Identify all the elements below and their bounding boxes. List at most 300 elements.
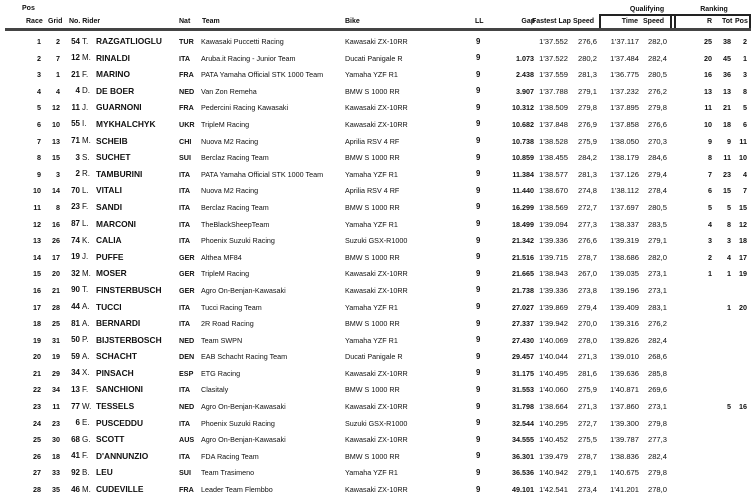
speed: 278,0 <box>577 335 597 345</box>
race-position: 18 <box>33 319 41 329</box>
rider-nationality: ITA <box>179 319 191 329</box>
rider-initial: T. <box>82 36 89 46</box>
qualifying-speed: 269,6 <box>647 385 667 395</box>
qualifying-speed: 283,5 <box>647 219 667 229</box>
rider-name: TESSELS <box>96 401 135 412</box>
rider-name: BERNARDI <box>96 318 141 329</box>
qualifying-time: 1'37.697 <box>610 202 639 212</box>
rider-nationality: ITA <box>179 302 191 312</box>
grid-position: 14 <box>52 186 60 196</box>
race-position: 7 <box>37 136 41 146</box>
ranking-position: 7 <box>743 186 747 196</box>
table-row <box>0 218 756 235</box>
ranking-position: 17 <box>739 252 747 262</box>
speed: 279,8 <box>577 103 597 113</box>
ranking-race-points: 10 <box>704 119 712 129</box>
header-gap: Gap <box>521 18 535 25</box>
grid-position: 16 <box>52 219 60 229</box>
laps-led: 9 <box>476 152 481 162</box>
rider-initial: L. <box>82 185 89 195</box>
rider-name: SCHACHT <box>96 351 137 362</box>
rider-number: 32 <box>71 268 80 278</box>
rider-number: 13 <box>71 384 80 394</box>
bike-model: BMW S 1000 RR <box>345 451 400 461</box>
team-name: TheBlackSheepTeam <box>201 219 270 229</box>
speed: 273,4 <box>577 485 597 495</box>
rider-name: RINALDI <box>96 52 130 63</box>
qualifying-time: 1'39.300 <box>610 418 639 428</box>
rider-nationality: ITA <box>179 53 191 63</box>
rider-initial: G. <box>82 434 91 444</box>
laps-led: 9 <box>476 202 481 212</box>
race-position: 6 <box>37 119 41 129</box>
rider-initial: D. <box>82 86 90 96</box>
gap: 3.907 <box>516 86 534 96</box>
rider-initial: R. <box>82 169 90 179</box>
team-name: Tucci Racing Team <box>201 302 262 312</box>
team-name: TripleM Racing <box>201 119 250 129</box>
rider-number: 59 <box>71 351 80 361</box>
qualifying-time: 1'41.201 <box>610 485 639 495</box>
team-name: PATA Yamaha Official STK 1000 Team <box>201 169 324 179</box>
speed: 275,5 <box>577 435 597 445</box>
rider-name: PINSACH <box>96 367 134 378</box>
qualifying-speed: 276,2 <box>647 319 667 329</box>
grid-position: 12 <box>52 103 60 113</box>
qualifying-time: 1'38.050 <box>610 136 639 146</box>
qualifying-speed: 284,6 <box>647 153 667 163</box>
rider-number: 2 <box>75 169 80 179</box>
table-row <box>0 201 756 218</box>
ranking-total-points: 5 <box>727 402 731 412</box>
bike-model: Yamaha YZF R1 <box>345 219 398 229</box>
rider-nationality: NED <box>179 335 195 345</box>
fastest-lap: 1'40.295 <box>539 418 568 428</box>
header-ll: LL <box>475 18 484 25</box>
qualifying-time: 1'40.871 <box>610 385 639 395</box>
laps-led: 9 <box>476 86 481 96</box>
laps-led: 9 <box>476 467 481 477</box>
qualifying-speed: 285,8 <box>647 368 667 378</box>
race-position: 20 <box>33 352 41 362</box>
team-name: Agro On-Benjan-Kawasaki <box>201 402 286 412</box>
speed: 270,0 <box>577 319 597 329</box>
fastest-lap: 1'40.495 <box>539 368 568 378</box>
laps-led: 9 <box>476 401 481 411</box>
speed: 284,2 <box>577 153 597 163</box>
bike-model: Suzuki GSX-R1000 <box>345 236 408 246</box>
qualifying-time: 1'39.316 <box>610 319 639 329</box>
rider-name: SCOTT <box>96 434 125 445</box>
laps-led: 9 <box>476 351 481 361</box>
rider-number: 71 <box>71 136 80 146</box>
ranking-total-points: 1 <box>727 269 731 279</box>
fastest-lap: 1'39.094 <box>539 219 568 229</box>
header-rank-r: R <box>706 18 712 25</box>
header-no-rider: No. Rider <box>69 18 101 25</box>
qualifying-time: 1'37.860 <box>610 402 639 412</box>
table-row <box>0 135 756 152</box>
qualifying-speed: 279,8 <box>647 418 667 428</box>
header-divider <box>5 28 751 31</box>
qualifying-time: 1'38.686 <box>610 252 639 262</box>
race-position: 2 <box>37 53 41 63</box>
grid-position: 34 <box>52 385 60 395</box>
laps-led: 9 <box>476 53 481 63</box>
bike-model: Suzuki GSX-R1000 <box>345 418 408 428</box>
qualifying-time: 1'39.636 <box>610 368 639 378</box>
gap: 27.027 <box>512 302 534 312</box>
laps-led: 9 <box>476 302 481 311</box>
ranking-position: 6 <box>743 119 747 129</box>
rider-nationality: GER <box>179 252 195 262</box>
speed: 275,9 <box>577 385 597 395</box>
laps-led: 9 <box>476 434 481 444</box>
rider-name: SANCHIONI <box>96 384 143 395</box>
qualifying-speed: 282,4 <box>647 451 667 461</box>
qualifying-time: 1'37.232 <box>610 86 639 96</box>
speed: 271,3 <box>577 352 597 362</box>
grid-position: 26 <box>52 236 60 246</box>
fastest-lap: 1'39.336 <box>539 236 568 246</box>
grid-position: 15 <box>52 153 60 163</box>
table-row <box>0 35 756 52</box>
bike-model: Kawasaki ZX-10RR <box>345 269 408 279</box>
fastest-lap: 1'39.869 <box>539 302 568 312</box>
race-position: 1 <box>37 37 41 46</box>
qualifying-time: 1'40.675 <box>610 468 639 478</box>
speed: 280,2 <box>577 53 597 63</box>
table-row <box>0 400 756 417</box>
table-row <box>0 168 756 185</box>
rider-initial: M. <box>82 53 91 63</box>
ranking-race-points: 9 <box>708 136 712 146</box>
fastest-lap: 1'38.670 <box>539 186 568 196</box>
race-position: 16 <box>33 285 41 295</box>
header-qualifying-group: Qualifying <box>629 6 665 13</box>
rider-name: TUCCI <box>96 301 122 312</box>
rider-number: 55 <box>71 119 80 129</box>
rider-number: 50 <box>71 335 80 345</box>
fastest-lap: 1'38.509 <box>539 103 568 113</box>
team-name: Clasitaly <box>201 385 229 395</box>
team-name: Nuova M2 Racing <box>201 136 259 146</box>
ranking-total-points: 21 <box>723 103 731 113</box>
grid-position: 10 <box>52 119 60 129</box>
rider-number: 6 <box>75 418 80 428</box>
rider-number: 12 <box>71 53 80 63</box>
rider-number: 87 <box>71 219 80 229</box>
team-name: Agro On-Benjan-Kawasaki <box>201 285 286 295</box>
rider-number: 68 <box>71 434 80 444</box>
gap: 21.342 <box>512 236 534 246</box>
ranking-position: 16 <box>739 402 747 412</box>
laps-led: 9 <box>476 185 481 195</box>
ranking-position: 12 <box>739 219 747 229</box>
race-position: 24 <box>33 418 41 428</box>
gap: 36.536 <box>512 468 534 478</box>
rider-initial: E. <box>82 418 90 428</box>
team-name: EAB Schacht Racing Team <box>201 352 288 362</box>
team-name: Pedercini Racing Kawasaki <box>201 103 289 113</box>
gap: 29.457 <box>512 352 534 362</box>
qualifying-time: 1'39.787 <box>610 435 639 445</box>
qualifying-speed: 282,4 <box>647 335 667 345</box>
fastest-lap: 1'38.943 <box>539 269 568 279</box>
grid-position: 19 <box>52 352 60 362</box>
rider-number: 90 <box>71 285 80 295</box>
rider-initial: P. <box>82 335 89 345</box>
fastest-lap: 1'39.715 <box>539 252 568 262</box>
race-position: 14 <box>33 252 41 262</box>
rider-nationality: ITA <box>179 451 191 461</box>
ranking-total-points: 5 <box>727 202 731 212</box>
ranking-position: 5 <box>743 103 747 113</box>
speed: 276,6 <box>577 236 597 246</box>
speed: 281,3 <box>577 70 597 80</box>
ranking-race-points: 1 <box>708 269 712 279</box>
race-position: 25 <box>33 435 41 445</box>
qualifying-left-border <box>599 14 601 29</box>
rider-number: 23 <box>71 202 80 212</box>
laps-led: 9 <box>476 219 481 229</box>
rider-number: 92 <box>71 467 80 477</box>
qualifying-speed: 276,2 <box>647 86 667 96</box>
qualifying-time: 1'38.337 <box>610 219 639 229</box>
rider-number: 34 <box>71 368 80 378</box>
speed: 267,0 <box>577 269 597 279</box>
laps-led: 9 <box>476 36 481 46</box>
qualifying-speed: 280,5 <box>647 70 667 80</box>
qualifying-time: 1'38.179 <box>610 153 639 163</box>
gap: 21.738 <box>512 285 534 295</box>
ranking-position: 8 <box>743 86 747 96</box>
qualifying-time: 1'39.319 <box>610 236 639 246</box>
rider-name: MARCONI <box>96 218 137 229</box>
ranking-race-points: 25 <box>704 37 712 46</box>
qualifying-speed: 282,0 <box>647 252 667 262</box>
fastest-lap: 1'37.522 <box>539 53 568 63</box>
ranking-race-points: 20 <box>704 53 712 63</box>
table-row <box>0 101 756 118</box>
gap: 31.798 <box>512 402 534 412</box>
qualifying-speed: 273,1 <box>647 269 667 279</box>
ranking-race-points: 4 <box>708 219 712 229</box>
qualifying-right-border <box>670 14 672 29</box>
header-team: Team <box>202 18 220 25</box>
rider-nationality: ESP <box>179 368 194 378</box>
header-race: Race <box>26 18 43 25</box>
speed: 273,8 <box>577 285 597 295</box>
rider-nationality: FRA <box>179 103 194 113</box>
bike-model: Yamaha YZF R1 <box>345 335 398 345</box>
ranking-total-points: 1 <box>727 302 731 312</box>
team-name: Berclaz Racing Team <box>201 153 269 163</box>
rider-name: D'ANNUNZIO <box>96 450 149 461</box>
team-name: Team SWPN <box>201 335 243 345</box>
ranking-race-points: 2 <box>708 252 712 262</box>
bike-model: Kawasaki ZX-10RR <box>345 103 408 113</box>
fastest-lap: 1'37.848 <box>539 119 568 129</box>
table-row <box>0 367 756 384</box>
team-name: Phoenix Suzuki Racing <box>201 418 275 428</box>
laps-led: 9 <box>476 484 481 494</box>
team-name: Van Zon Remeha <box>201 86 257 96</box>
ranking-position: 1 <box>743 53 747 63</box>
rider-initial: W. <box>82 401 92 411</box>
qualifying-speed: 279,8 <box>647 468 667 478</box>
rider-initial: K. <box>82 235 90 245</box>
header-grid: Grid <box>48 18 63 25</box>
bike-model: BMW S 1000 RR <box>345 319 400 329</box>
gap: 36.301 <box>512 451 534 461</box>
ranking-race-points: 6 <box>708 186 712 196</box>
table-row <box>0 85 756 102</box>
grid-position: 25 <box>52 319 60 329</box>
laps-led: 9 <box>476 368 481 378</box>
table-row <box>0 334 756 351</box>
table-row <box>0 433 756 450</box>
rider-nationality: TUR <box>179 37 194 46</box>
ranking-position: 19 <box>739 269 747 279</box>
laps-led: 9 <box>476 235 481 245</box>
ranking-position: 11 <box>739 136 747 146</box>
race-position: 4 <box>37 86 41 96</box>
race-position: 19 <box>33 335 41 345</box>
ranking-race-points: 13 <box>704 86 712 96</box>
fastest-lap: 1'39.336 <box>539 285 568 295</box>
table-row <box>0 301 756 318</box>
speed: 278,7 <box>577 252 597 262</box>
fastest-lap: 1'39.942 <box>539 319 568 329</box>
rider-name: SCHEIB <box>96 135 128 146</box>
fastest-lap: 1'37.559 <box>539 70 568 80</box>
rider-nationality: AUS <box>179 435 195 445</box>
rider-nationality: FRA <box>179 485 194 495</box>
rider-name: DE BOER <box>96 85 135 96</box>
rider-name: PUFFE <box>96 251 124 262</box>
qualifying-speed: 276,6 <box>647 119 667 129</box>
race-position: 3 <box>37 70 41 80</box>
fastest-lap: 1'38.569 <box>539 202 568 212</box>
qualifying-speed: 279,8 <box>647 103 667 113</box>
rider-nationality: ITA <box>179 385 191 395</box>
ranking-position: 18 <box>739 236 747 246</box>
gap: 16.299 <box>512 202 534 212</box>
race-position: 17 <box>33 302 41 312</box>
team-name: Agro On-Benjan-Kawasaki <box>201 435 286 445</box>
rider-number: 4 <box>75 86 80 96</box>
rider-initial: L. <box>82 219 89 229</box>
qualifying-speed: 282,4 <box>647 53 667 63</box>
gap: 32.544 <box>512 418 534 428</box>
qualifying-speed: 278,4 <box>647 186 667 196</box>
ranking-total-points: 38 <box>723 37 731 46</box>
speed: 279,1 <box>577 86 597 96</box>
qualifying-speed: 278,0 <box>647 485 667 495</box>
rider-number: 21 <box>71 69 80 79</box>
grid-position: 35 <box>52 485 60 495</box>
gap: 27.430 <box>512 335 534 345</box>
rider-number: 77 <box>71 401 80 411</box>
fastest-lap: 1'40.044 <box>539 352 568 362</box>
bike-model: BMW S 1000 RR <box>345 252 400 262</box>
gap: 34.555 <box>512 435 534 445</box>
ranking-total-points: 4 <box>727 252 731 262</box>
rider-initial: F. <box>82 384 89 394</box>
bike-model: BMW S 1000 RR <box>345 86 400 96</box>
qualifying-time: 1'37.484 <box>610 53 639 63</box>
grid-position: 33 <box>52 468 60 478</box>
team-name: Nuova M2 Racing <box>201 186 259 196</box>
qualifying-time: 1'38.836 <box>610 451 639 461</box>
gap: 11.440 <box>512 186 534 196</box>
rider-nationality: ITA <box>179 236 191 246</box>
qualifying-speed: 277,3 <box>647 435 667 445</box>
bike-model: Kawasaki ZX-10RR <box>345 402 408 412</box>
rider-name: FINSTERBUSCH <box>96 284 162 295</box>
laps-led: 9 <box>476 451 481 461</box>
qualifying-speed: 283,1 <box>647 302 667 312</box>
speed: 277,3 <box>577 219 597 229</box>
ranking-total-points: 36 <box>723 70 731 80</box>
team-name: Berclaz Racing Team <box>201 202 269 212</box>
ranking-total-points: 11 <box>723 153 731 163</box>
rider-number: 19 <box>71 252 80 262</box>
table-row <box>0 118 756 135</box>
qualifying-time: 1'39.010 <box>610 352 639 362</box>
ranking-group-line <box>674 14 751 16</box>
ranking-race-points: 3 <box>708 236 712 246</box>
grid-position: 13 <box>52 136 60 146</box>
rider-number: 11 <box>71 102 80 112</box>
table-row <box>0 68 756 85</box>
grid-position: 17 <box>52 252 60 262</box>
ranking-race-points: 11 <box>704 103 712 113</box>
grid-position: 31 <box>52 335 60 345</box>
fastest-lap: 1'39.479 <box>539 451 568 461</box>
gap: 18.499 <box>512 219 534 229</box>
grid-position: 30 <box>52 435 60 445</box>
rider-number: 44 <box>71 302 80 311</box>
table-row <box>0 383 756 400</box>
team-name: 2R Road Racing <box>201 319 254 329</box>
table-row <box>0 350 756 367</box>
rider-name: SUCHET <box>96 152 131 163</box>
team-name: Althea MF84 <box>201 252 242 262</box>
table-row <box>0 151 756 168</box>
rider-initial: I. <box>82 119 87 129</box>
laps-led: 9 <box>476 285 481 295</box>
bike-model: Kawasaki ZX-10RR <box>345 368 408 378</box>
qualifying-time: 1'39.035 <box>610 269 639 279</box>
team-name: TripleM Racing <box>201 269 250 279</box>
bike-model: Kawasaki ZX-10RR <box>345 435 408 445</box>
bike-model: Ducati Panigale R <box>345 53 403 63</box>
rider-name: CALIA <box>96 235 122 246</box>
rider-nationality: GER <box>179 285 195 295</box>
race-position: 12 <box>33 219 41 229</box>
fastest-lap: 1'37.552 <box>539 37 568 46</box>
qualifying-speed: 282,0 <box>647 37 667 46</box>
speed: 281,6 <box>577 368 597 378</box>
laps-led: 9 <box>476 169 481 179</box>
team-name: Kawasaki Puccetti Racing <box>201 37 284 46</box>
fastest-lap: 1'38.455 <box>539 153 568 163</box>
rider-number: 81 <box>71 318 80 328</box>
ranking-total-points: 45 <box>723 53 731 63</box>
rider-nationality: ITA <box>179 169 191 179</box>
